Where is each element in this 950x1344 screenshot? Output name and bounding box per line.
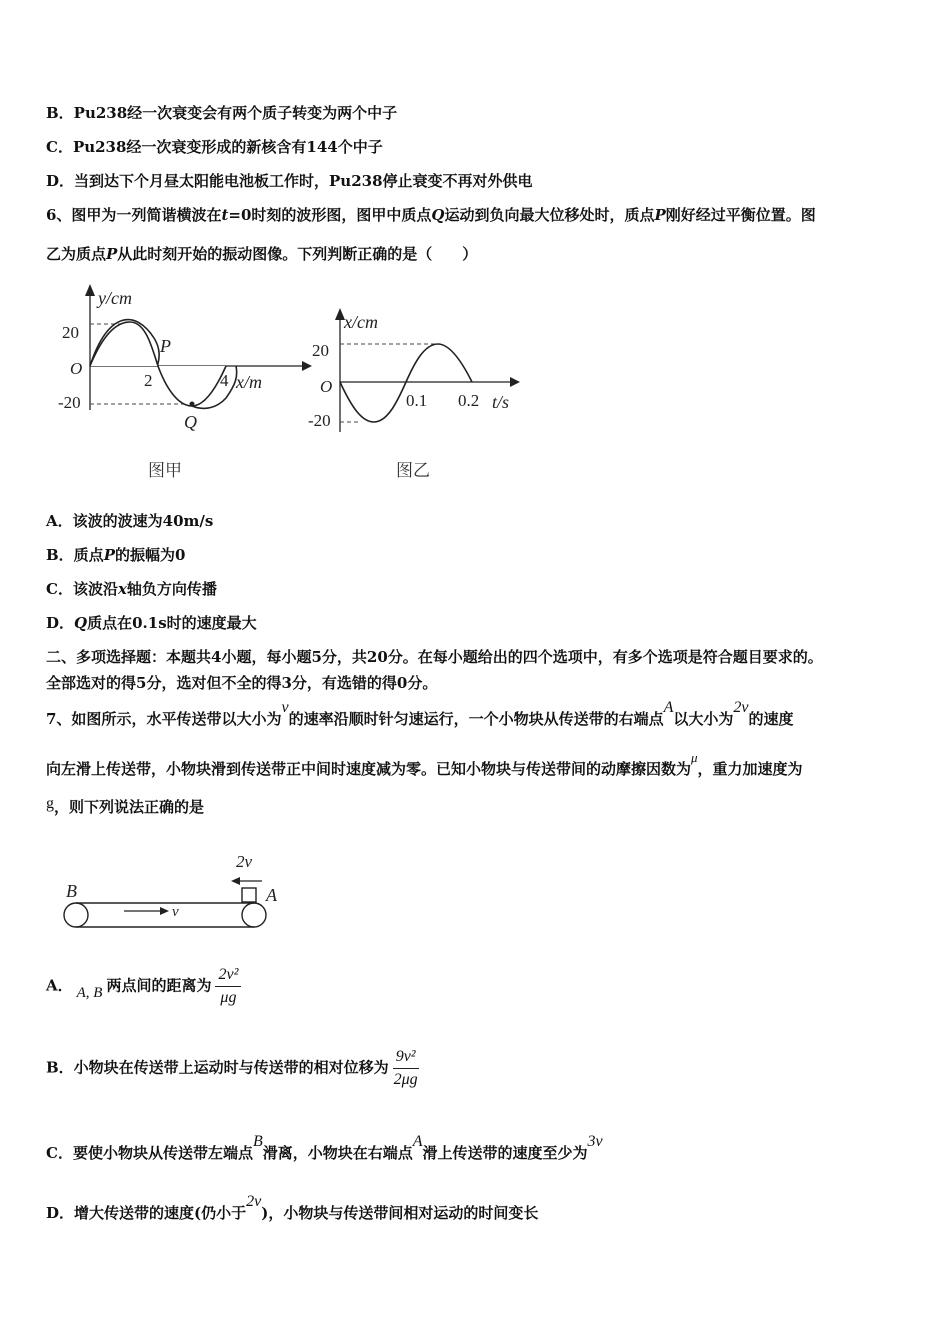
vib-y-top: 20 bbox=[312, 341, 329, 360]
wave-y-bottom: -20 bbox=[58, 393, 81, 412]
point-p-label: P bbox=[160, 336, 171, 356]
section2-heading-line1: 二、多项选择题：本题共4小题，每小题5分，共20分。在每小题给出的四个选项中，有多个选项是符合题目要求的。 bbox=[46, 648, 823, 666]
vib-ylabel: x/cm bbox=[344, 312, 378, 332]
vib-tick-01: 0.1 bbox=[406, 391, 428, 410]
q7-stem-line1: 7、如图所示，水平传送带以大小为v的速率沿顺时针匀速运行，一个小物块从传送带的右端点A以大小为2v的速度 bbox=[46, 699, 794, 728]
wave-xlabel: x/m bbox=[236, 372, 262, 392]
conveyor-label-b: B bbox=[66, 881, 77, 901]
section2-heading-line2: 全部选对的得5分，选对但不全的得3分，有选错的得0分。 bbox=[46, 674, 438, 692]
q7-option-a: A． A, B 两点间的距离为 $\frac{\text{2v²}}{\mu g}$ bbox=[46, 966, 241, 1007]
q6-figures bbox=[40, 280, 540, 490]
q6-option-a: A．该波的波速为40m/s bbox=[46, 512, 214, 530]
q5-option-d: D．当到达下个月昼太阳能电池板工作时，Pu238停止衰变不再对外供电 bbox=[46, 172, 533, 190]
vib-y-bottom: -20 bbox=[308, 411, 331, 430]
conveyor-label-a: A bbox=[266, 885, 277, 905]
wave-tick-4: 4 bbox=[220, 371, 229, 390]
block-speed-label: 2v bbox=[236, 852, 253, 871]
q6-option-c: C．该波沿x轴负方向传播 bbox=[46, 580, 217, 598]
conveyor-figure bbox=[56, 845, 296, 935]
q7-option-b: B．小物块在传送带上运动时与传送带的相对位移为 $\frac{\text{9v²}}{2\mu g}$ bbox=[46, 1048, 418, 1088]
q6-stem-line1: 6、图甲为一列简谐横波在t=0时刻的波形图，图甲中质点Q运动到负向最大位移处时，质点P刚好经过平衡位置。图 bbox=[46, 206, 816, 224]
q7-stem-line3: g，则下列说法正确的是 bbox=[46, 795, 205, 816]
fig1-caption: 图甲 bbox=[148, 461, 182, 481]
q6-option-d: D．Q质点在0.1s时的速度最大 bbox=[46, 614, 257, 632]
q5-option-b: B．Pu238经一次衰变会有两个质子转变为两个中子 bbox=[46, 104, 398, 122]
wave-graph bbox=[58, 284, 312, 481]
wave-origin: O bbox=[70, 359, 83, 378]
belt-speed-label: v bbox=[172, 904, 179, 920]
point-q-label: Q bbox=[184, 412, 197, 432]
vib-tick-02: 0.2 bbox=[458, 391, 480, 410]
q5-option-c: C．Pu238经一次衰变形成的新核含有144个中子 bbox=[46, 138, 383, 156]
vib-xlabel: t/s bbox=[492, 392, 510, 412]
q7-stem-line2: 向左滑上传送带，小物块滑到传送带正中间时速度减为零。已知小物块与传送带间的动摩擦因数为μ，重力加速度为 bbox=[46, 750, 803, 778]
q6-stem-line2: 乙为质点P从此时刻开始的振动图像。下列判断正确的是（ ） bbox=[46, 245, 478, 263]
q6-option-b: B．质点P的振幅为0 bbox=[46, 546, 186, 564]
vib-origin: O bbox=[320, 377, 333, 396]
fig2-caption: 图乙 bbox=[396, 461, 430, 481]
q7-option-d: D．增大传送带的速度(仍小于2v)，小物块与传送带间相对运动的时间变长 bbox=[46, 1193, 539, 1222]
vibration-graph bbox=[308, 308, 520, 481]
wave-ylabel: y/cm bbox=[98, 288, 132, 308]
q7-option-c: C．要使小物块从传送带左端点B滑离，小物块在右端点A滑上传送带的速度至少为3v bbox=[46, 1133, 603, 1162]
wave-y-top: 20 bbox=[62, 323, 79, 342]
wave-tick-2: 2 bbox=[144, 371, 153, 390]
